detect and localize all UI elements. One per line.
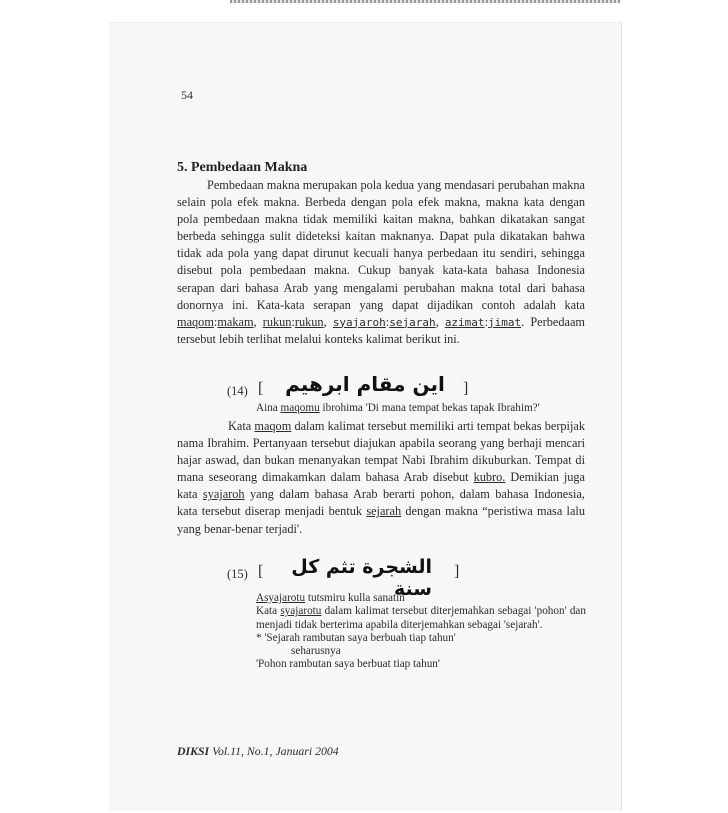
paragraph-text: Perbedaam tersebut lebih terlihat melalui konteks kalimat berikut ini. (177, 314, 585, 346)
gloss-text: dalam kalimat tersebut diterjemahkan sebagai 'pohon' dan menjadi tidak berterima apabila diterjemahkan sebagai 'sejarah'. (256, 605, 586, 631)
scanned-page (109, 22, 622, 811)
page-number: 54 (181, 88, 193, 102)
example-word: rukun (294, 314, 324, 329)
paragraph-text: Demikian juga kata (177, 470, 586, 502)
gloss-underlined-word: Asyajarotu (256, 592, 306, 604)
bracket-close: ] (454, 563, 460, 580)
transliteration (256, 592, 586, 605)
gloss-text: ibrohima 'Di mana tempat bekas tapak Ibrahim?' (319, 402, 540, 414)
bracket-open: [ (258, 563, 264, 580)
explanation-note (256, 605, 586, 632)
gloss-text: Aina (256, 402, 281, 414)
example-word: sejarah (366, 504, 402, 519)
scan-top-edge (230, 0, 620, 3)
paragraph-text: yang dalam bahasa Arab berarti pohon, dalam bahasa Indonesia, kata tersebut diserap menjadi bentuk (177, 487, 585, 519)
paragraph-maqom (177, 418, 585, 538)
example-word: maqom (254, 419, 292, 433)
example-15-explanation (256, 592, 586, 672)
paragraph-text: Pembedaan makna merupakan pola kedua yang mendasari perubahan makna selain pola efek makna. Berbeda dengan pola efek makna, makna kata dengan pola pembedaan makna tidak memiliki kaitan makna, bahkan dikatakan sangat berbeda sehingga sulit dideteksi kaitan maknanya. Dapat pula dikatakan bahwa tidak ada pola yang dapat dirunut kecuali hanya perbedaan itu sendiri, sehingga disebut pola pembedaan makna. Cukup banyak kata-kata bahasa Indonesia serapan dari bahasa Arab yang mengalami perubahan makna total dari bahasa donornya ini. Kata-kata serapan yang dapat dijadikan contoh adalah kata (177, 178, 585, 312)
gloss-underlined-word: maqomu (280, 402, 320, 414)
example-word: azimat (444, 315, 485, 329)
paragraph-text: dalam kalimat tersebut memiliki arti tempat bekas berpijak nama Ibrahim. Pertanyaan tersebut diajukan apabila seorang yang berhaji mencari hajar aswad, dan bukan menanyakan tempat Nabi Ibrahim dikuburkan. Tempat di mana seseorang dimakamkan dalam bahasa Arab disebut (177, 419, 585, 485)
gloss-text: Kata (256, 605, 281, 618)
arabic-sentence: الشجرة تثم كل سنة (291, 556, 432, 600)
example-word: jimat (487, 315, 522, 329)
journal-footer (177, 744, 339, 759)
example-word: kubro. (473, 470, 506, 485)
gloss-text: tutsmiru kulla sanatin (305, 592, 405, 604)
section-heading: 5. Pembedaan Makna (177, 160, 308, 175)
example-number: (15) (227, 567, 248, 581)
paragraph-text: Kata (228, 419, 255, 433)
ungrammatical-example: * 'Sejarah rambutan saya berbuah tiap tahun' (256, 631, 456, 644)
example-word: makam (217, 314, 254, 329)
paragraph-text: dengan makna “peristiwa masa lalu yang benar-benar terjadi'. (177, 504, 585, 536)
example-word: syajaroh (202, 487, 245, 502)
correction-label: seharusnya (291, 645, 341, 658)
arabic-sentence: اين مقام ابرهيم (285, 372, 445, 396)
example-number: (14) (227, 384, 248, 398)
bracket-close: ] (463, 380, 469, 397)
example-word: sejarah (389, 315, 436, 329)
gloss-underlined-word: syajarotu (280, 605, 322, 618)
bracket-open: [ (258, 380, 264, 397)
example-word: rukun (262, 314, 292, 329)
example-gloss (256, 402, 540, 414)
journal-name: DIKSI (177, 744, 210, 758)
example-word: maqom (177, 314, 214, 329)
correct-example: 'Pohon rambutan saya berbuat tiap tahun' (256, 658, 440, 671)
journal-issue: Vol.11, No.1, Januari 2004 (209, 744, 339, 758)
example-word: syajaroh (332, 315, 386, 329)
paragraph-pembedaan-makna: Pembedaan makna merupakan pola kedua yang mendasari perubahan makna selain pola efek makna. Berbeda dengan pola efek makna, makna kata dengan pola pembedaan makna tidak memiliki kaitan makna, bahkan dikatakan sangat berbeda sehingga sulit dideteksi kaitan maknanya. Dapat pula dikatakan bahwa tidak ada pola yang dapat dirunut kecuali hanya perbedaan itu sendiri, sehingga disebut pola pembedaan makna. Cukup banyak kata-kata bahasa Indonesia serapan dari bahasa Arab yang mengalami perubahan makna total dari bahasa donornya ini. Kata-kata serapan yang dapat dijadikan contoh adalah kata maqom:makam, rukun:rukun, syajaroh:sejarah, azimat:jimat. Perbedaam tersebut lebih terlihat melalui konteks kalimat berikut ini. (177, 178, 585, 346)
